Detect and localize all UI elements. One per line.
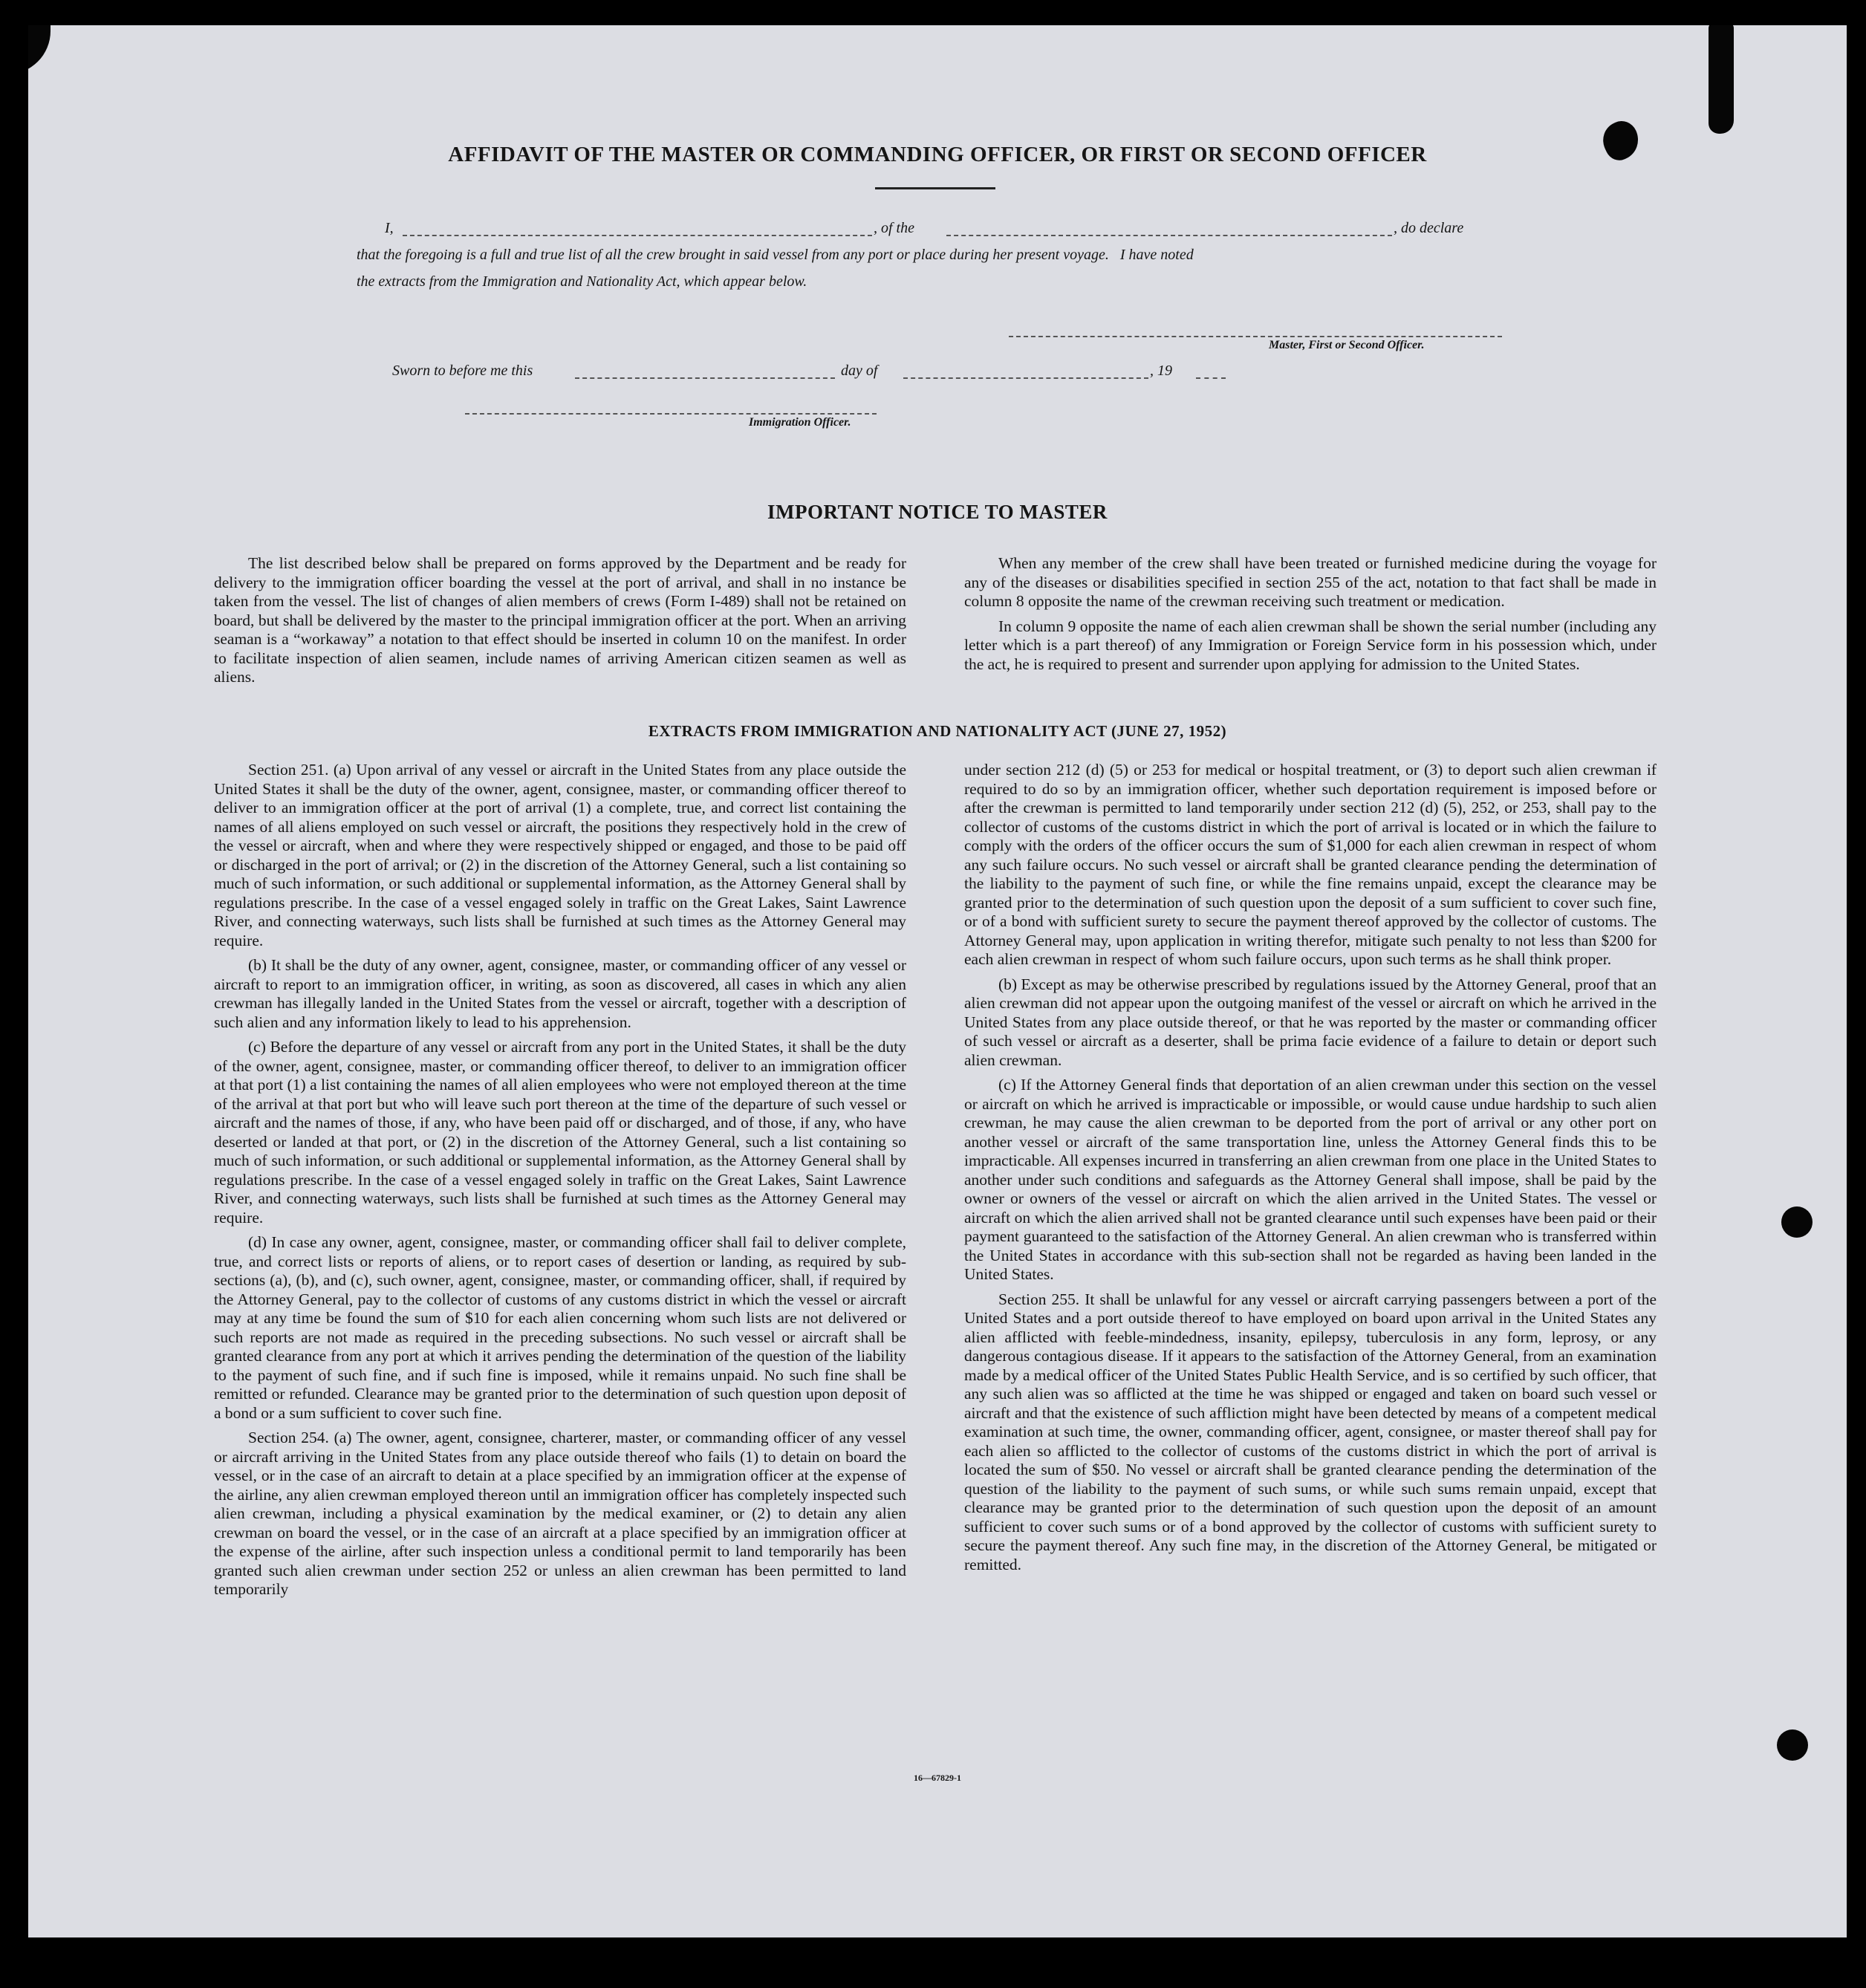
form-code: 16—67829-1	[914, 1773, 961, 1783]
section-254-b: (b) Except as may be otherwise prescribed by regulations issued by the Attorney General, proof that an alien crewman did not appear upon the outgoing manifest of the vessel or aircraft on which he arrived in the United States from any place outside thereof, or that he was reported by the master or commanding officer of such vessel or aircraft as a deserter, shall be prima facie evidence of a failure to detain or deport such alien crewman.	[964, 975, 1657, 1069]
affidavit-title: AFFIDAVIT OF THE MASTER OR COMMANDING OFFICER, OR FIRST OR SECOND OFFICER	[448, 143, 1427, 166]
punch-hole-lower	[1777, 1729, 1808, 1761]
section-254-c: (c) If the Attorney General finds that deportation of an alien crewman under this section on the vessel or aircraft on which he arrived is impracticable or impossible, or would cause undue hardship to such alien crewman, he may cause the alien crewman to be deported from the port of arrival or any other port on another vessel or aircraft of the same transportation line, unless the Attorney General finds this to be impracticable. All expenses incurred in transferring an alien crewman from one place in the United States to another under such conditions and safeguards as the Attorney General shall impose, shall be paid by the owner or owners of the vessel or aircraft on which the alien arrived in the United States. The vessel or aircraft on which the alien arrived shall not be granted clearance until such expenses have been paid or their payment guaranteed to the satisfaction of the Attorney General. An alien crewman who is transferred within the United States in accordance with this sub-section shall not be regarded as having been landed in the United States.	[964, 1076, 1657, 1283]
section-251-b: (b) It shall be the duty of any owner, agent, consignee, master, or commanding officer of any vessel or aircraft to report to an immigration officer, in writing, as soon as discovered, all cases in which any alien crewman has illegally landed in the United States from the vessel or aircraft, together with a description of such alien and any information likely to lead to his apprehension.	[214, 956, 906, 1031]
section-251-c: (c) Before the departure of any vessel or aircraft from any port in the United States, it shall be the duty of the owner, agent, consignee, master, or commanding officer thereof, to deliver to an immigration officer at that port (1) a list containing the names of all alien employees who were not employed thereon at the time of the arrival at that port but who will leave such port thereon at the time of the departure of such vessel or aircraft and the names of those, if any, who have been paid off or discharged, and of those, if any, who have deserted or landed at that port, or (2) in the discretion of the Attorney General, such a list containing so much of such information, or such additional or supplemental information, as the Attorney General shall by regulations prescribe. In the case of a vessel engaged solely in traffic on the Great Lakes, Saint Lawrence River, and connecting waterways, such lists shall be furnished at such times as the Attorney General may require.	[214, 1038, 906, 1227]
affidavit-statement-line3: the extracts from the Immigration and Nationality Act, which appear below.	[357, 273, 807, 290]
extracts-right-column	[964, 761, 1657, 1580]
title-rule	[875, 187, 995, 189]
notice-left-paragraph: The list described below shall be prepared on forms approved by the Department and be ready for delivery to the immigration officer boarding the vessel at the port of arrival, and shall in no instance be taken from the vessel. The list of changes of alien members of crews (Form I-489) shall not be retained on board, but shall be delivered by the master to the principal immigration officer at the port. When an arriving seaman is a “workaway” a notation to that effect should be inserted in column 10 on the manifest. In order to facilitate inspection of alien seamen, include names of arriving American citizen seamen as well as aliens.	[214, 554, 906, 686]
notice-right-column	[964, 554, 1657, 680]
master-signature-field[interactable]	[1009, 336, 1502, 337]
affidavit-line1	[385, 220, 1529, 245]
section-251-d: (d) In case any owner, agent, consignee, master, or commanding officer shall fail to deliver complete, true, and correct lists or reports of aliens, or to report cases of desertion or landing, as required by sub-sections (a), (b), and (c), such owner, agent, consignee, master, or commanding officer, shall, if required by the Attorney General, pay to the collector of customs of any customs district in which the vessel or aircraft may at any time be found the sum of $10 for each alien concerning whom such lists are not delivered or such reports are not made as required in the preceding subsections. No such vessel or aircraft shall be granted clearance from any port at which it arrives pending the determination of the question of the liability to the payment of such fine, and if such fine is imposed, while it remains unpaid. No such fine shall be remitted or refunded. Clearance may be granted prior to the determination of such question upon deposit of a bond or a sum sufficient to cover such fine.	[214, 1233, 906, 1422]
extracts-title: EXTRACTS FROM IMMIGRATION AND NATIONALITY ACT (JUNE 27, 1952)	[648, 722, 1227, 740]
scan-artifact-top-right	[1709, 25, 1734, 134]
notice-title: IMPORTANT NOTICE TO MASTER	[767, 501, 1108, 523]
immigration-officer-caption: Immigration Officer.	[749, 416, 851, 429]
sworn-year-field[interactable]	[1196, 377, 1226, 379]
section-255: Section 255. It shall be unlawful for any vessel or aircraft carrying passengers between a port of the United States and a port outside thereof to have employed on board upon arrival in the United States any alien afflicted with feeble-mindedness, insanity, epilepsy, tuberculosis in any form, leprosy, or any dangerous contagious disease. If it appears to the satisfaction of the Attorney General, from an examination made by a medical officer of the United States Public Health Service, and is so certified by such officer, that any such alien was so afflicted at the time he was shipped or engaged and taken on board such vessel or aircraft and that the existence of such affliction might have been detected by means of a competent medical examination at such time, the owner, commanding officer, agent, consignee, or master thereof shall pay for each alien so afflicted to the collector of customs of the customs district in which the port of arrival is located the sum of $50. No vessel or aircraft shall be granted clearance pending the determination of the question of the liability to the payment of such sums, or while such sums remain unpaid, except that clearance may be granted prior to the determination of such question upon the deposit of an amount sufficient to cover such sums or of a bond approved by the collector of customs with sufficient surety to secure the payment thereof. Any such fine may, in the discretion of the Attorney General, be mitigated or remitted.	[964, 1290, 1657, 1573]
declarant-label: I,	[385, 220, 394, 236]
sworn-day-field[interactable]	[575, 377, 835, 379]
notice-right-paragraph: When any member of the crew shall have been treated or furnished medicine during the voyage for any of the diseases or disabilities specified in section 255 of the act, notation to that fact shall be made in column 8 opposite the name of the crewman receiving such treatment or medication.	[964, 554, 1657, 610]
section-254-a: Section 254. (a) The owner, agent, consignee, charterer, master, or commanding officer of any vessel or aircraft arriving in the United States from any place outside thereof who fails (1) to detain on board the vessel, or in the case of an aircraft to detain at a place specified by an immigration officer at the expense of the airline, any alien crewman employed thereon until an immigration officer has completely inspected such alien crewman, including a physical examination by the medical examiner, or (2) to detain any alien crewman on board the vessel, or in the case of an aircraft at a place specified by an immigration officer at the expense of the airline, after such inspection unless a conditional permit to land temporarily has been granted such alien crewman under section 252 or unless an alien crewman has been permitted to land temporarily	[214, 1429, 906, 1598]
year-label: , 19	[1150, 363, 1172, 379]
extracts-left-column	[214, 761, 906, 1605]
notice-left-column	[214, 554, 906, 693]
notice-right-paragraph: In column 9 opposite the name of each alien crewman shall be shown the serial number (including any letter which is a part thereof) of any Immigration or Foreign Service form in his possession which, under the act, he is required to present and surrender upon applying for admission to the United States.	[964, 617, 1657, 673]
scan-artifact-top-left	[28, 25, 51, 74]
sworn-label: Sworn to before me this	[392, 363, 533, 379]
sworn-line	[392, 363, 1269, 388]
section-251-a: Section 251. (a) Upon arrival of any vessel or aircraft in the United States from any place outside the United States it shall be the duty of the owner, agent, consignee, master, or commanding officer thereof to deliver to an immigration officer at the port of arrival (1) a complete, true, and correct list containing the names of all aliens employed on such vessel or aircraft, the positions they respectively hold in the crew of the vessel or aircraft, when and where they were respectively shipped or engaged, and those to be paid off or discharged in the port of arrival; or (2) in the discretion of the Attorney General, such a list containing so much of such information, or such additional or supplemental information, as the Attorney General shall by regulations prescribe. In the case of a vessel engaged solely in traffic on the Great Lakes, Saint Lawrence River, and connecting waterways, such lists shall be furnished at such times as the Attorney General may require.	[214, 761, 906, 949]
section-254-a-continued: under section 212 (d) (5) or 253 for medical or hospital treatment, or (3) to deport such alien crewman if required to do so by an immigration officer, whether such deportation requirement is imposed before or after the crewman is permitted to land temporarily under section 212 (d) (5), 252, or 253, shall pay to the collector of customs of the customs district in which the port of arrival is located or in which the failure to comply with the orders of the officer occurs the sum of $1,000 for each alien crewman in respect of whom any such failure occurs. No such vessel or aircraft shall be granted clearance pending the determination of the liability to the payment of such fine, or while the fine remains unpaid, except the clearance may be granted prior to the determination of such question upon the deposit of a sum sufficient to cover such fine, or of a bond with sufficient surety to secure the payment thereof approved by the collector of customs. The Attorney General may, upon application in writing therefor, mitigate such penalty to not less than $200 for each alien crewman in respect of whom such failure occurs, upon such terms as he shall think proper.	[964, 761, 1657, 968]
declarant-name-field[interactable]	[403, 235, 872, 236]
master-signature-caption: Master, First or Second Officer.	[1269, 339, 1425, 351]
vessel-name-field[interactable]	[946, 235, 1392, 236]
day-of-label: day of	[841, 363, 878, 379]
vessel-label: , of the	[874, 220, 914, 236]
document-page	[28, 25, 1847, 1937]
sworn-month-field[interactable]	[903, 377, 1148, 379]
declare-label: , do declare	[1394, 220, 1464, 236]
punch-hole-upper	[1781, 1206, 1813, 1238]
immigration-officer-signature-field[interactable]	[465, 413, 877, 415]
affidavit-statement-line2: that the foregoing is a full and true list of all the crew brought in said vessel from any port or place during her present voyage. I have noted	[357, 247, 1194, 263]
